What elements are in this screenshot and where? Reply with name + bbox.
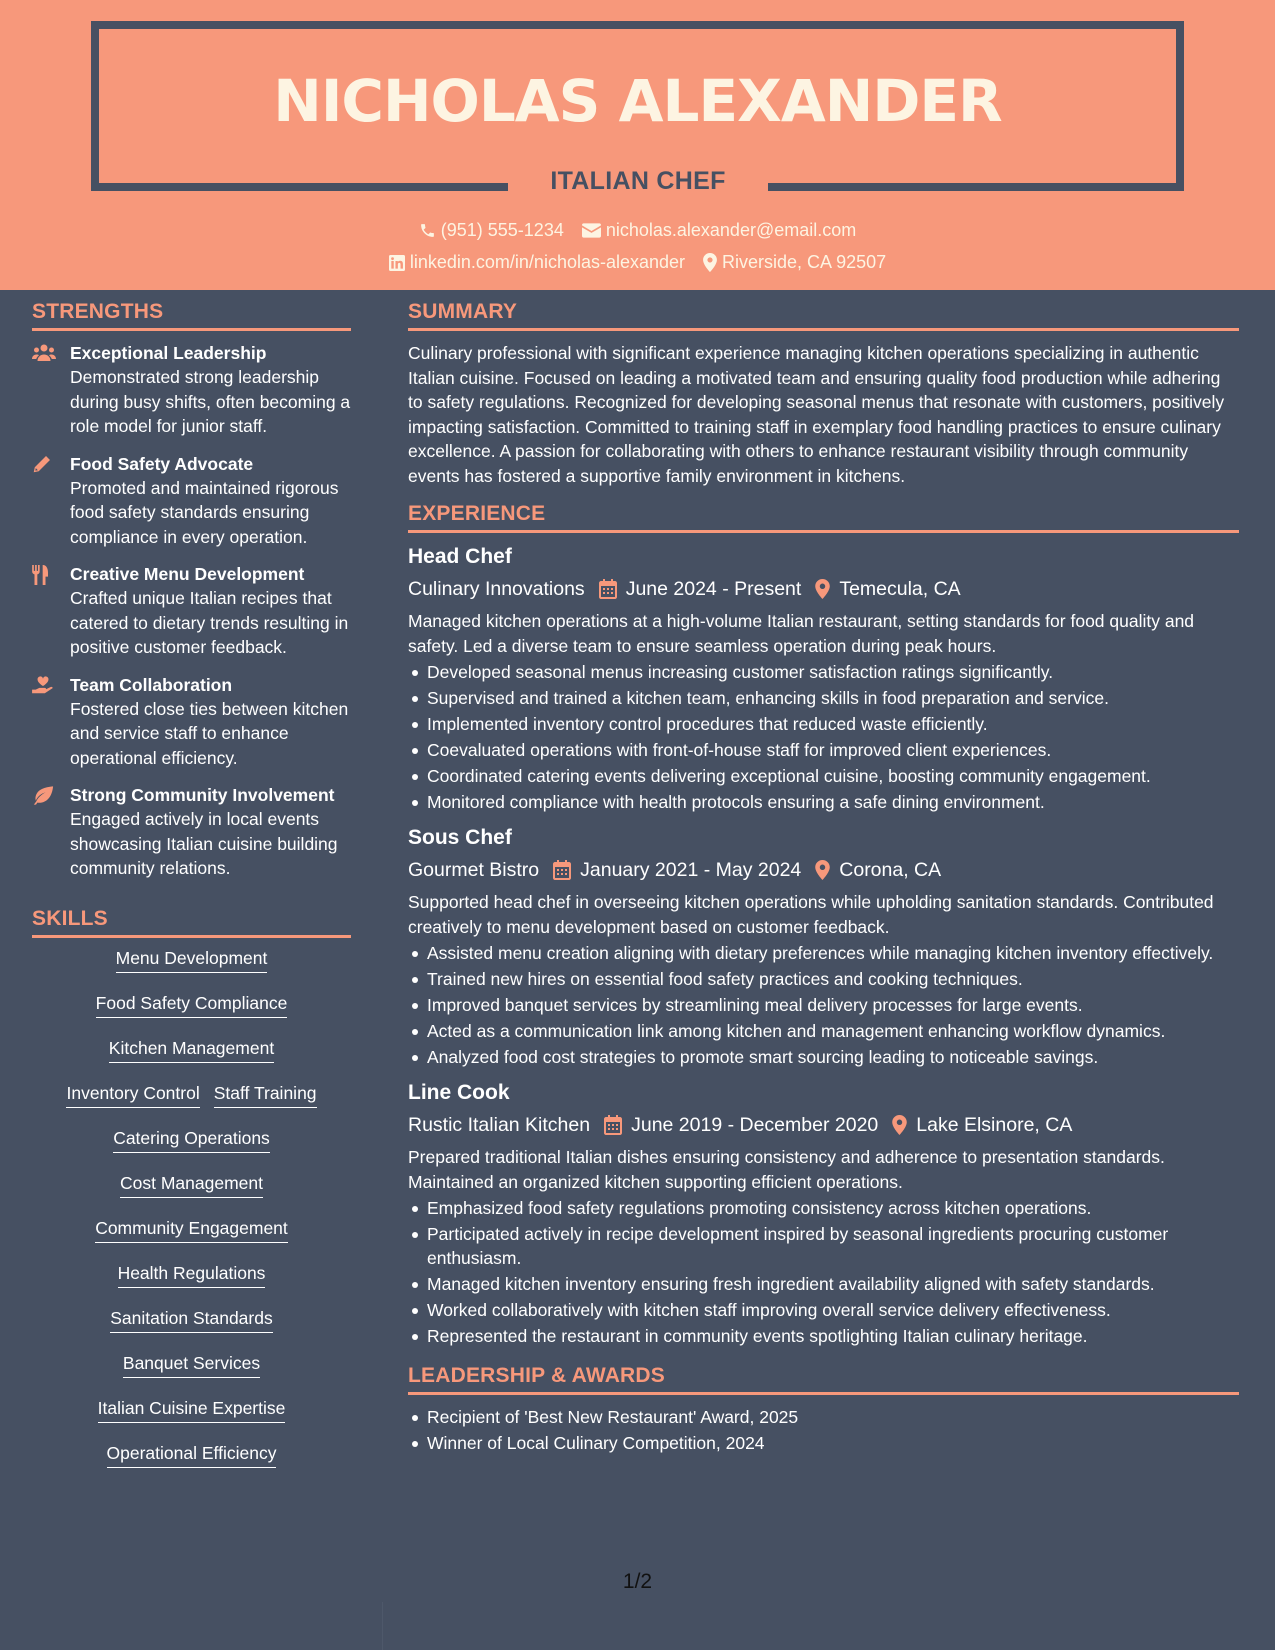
location-text: Riverside, CA 92507 [722,252,887,272]
bullet-item: Coevaluated operations with front-of-house staff for improved client experiences. [408,738,1239,762]
bullet-item: Represented the restaurant in community events spotlighting Italian culinary heritage. [408,1324,1239,1348]
strength-title: Exceptional Leadership [70,343,267,363]
bullet-item: Assisted menu creation aligning with dietary preferences while managing kitchen inventory effectively. [408,941,1239,965]
bullet-item: Analyzed food cost strategies to promote smart sourcing leading to noticeable savings. [408,1045,1239,1069]
column-divider [382,1602,383,1650]
linkedin-contact[interactable] [389,252,685,273]
job-entry [408,1079,1239,1348]
bullet-item: Managed kitchen inventory ensuring fresh ingredient availability aligned with safety standards. [408,1272,1239,1296]
skill-tag: Banquet Services [123,1353,260,1378]
hand-holding-heart-icon [32,676,54,696]
calendar-icon [604,1115,622,1135]
utensils-icon [32,565,49,585]
award-item: Recipient of 'Best New Restaurant' Award, 2025 [408,1405,1239,1429]
strength-desc: Crafted unique Italian recipes that catered to dietary trends resulting in positive customer feedback. [70,588,349,657]
strength-item [32,341,351,439]
strength-desc: Fostered close ties between kitchen and service staff to enhance operational efficiency. [70,698,349,768]
pencil-icon [32,455,51,474]
job-dates: June 2024 - Present [625,578,802,600]
map-marker-icon [815,860,830,880]
job-position: Head Chef [408,545,512,568]
strength-item [32,562,351,660]
bullet-item: Participated actively in recipe development inspired by seasonal ingredients procuring customer enthusiasm. [408,1222,1239,1270]
skill-tag: Kitchen Management [109,1038,274,1063]
job-company: Rustic Italian Kitchen [408,1114,591,1136]
job-description: Prepared traditional Italian dishes ensuring consistency and adherence to presentation standards. Maintained an organized kitchen supporting efficient operations. [408,1147,1165,1192]
strength-item [32,673,351,771]
phone-contact[interactable] [419,220,564,241]
bullet-item: Supervised and trained a kitchen team, enhancing skills in food preparation and service. [408,686,1239,710]
skill-tag: Health Regulations [118,1263,266,1288]
skill-tag: Inventory Control [66,1083,199,1108]
strength-title: Food Safety Advocate [70,453,254,474]
job-description: Supported head chef in overseeing kitchen operations while upholding sanitation standards. Contributed creatively to menu development based on customer feedback. [408,892,1214,937]
phone-text: (951) 555-1234 [440,220,564,240]
linkedin-icon [389,255,405,271]
strength-title: Creative Menu Development [70,564,305,584]
contact-row-1 [0,220,1275,241]
job-company: Gourmet Bistro [408,859,540,881]
strength-desc: Engaged actively in local events showcasing Italian cuisine building community relations. [70,809,338,878]
calendar-icon [599,579,617,599]
envelope-icon [582,223,601,238]
skill-tag: Catering Operations [113,1128,270,1153]
job-position: Line Cook [408,1081,510,1104]
skill-tag: Sanitation Standards [110,1308,272,1333]
map-marker-icon [892,1115,907,1135]
skill-tag: Food Safety Compliance [96,993,288,1018]
skill-tag: Menu Development [116,948,268,973]
strength-item [32,452,351,550]
contact-row-2 [0,252,1275,273]
calendar-icon [553,860,571,880]
leaf-icon [32,786,54,805]
job-entry [408,824,1239,1069]
bullet-item: Emphasized food safety regulations promoting consistency across kitchen operations. [408,1196,1239,1220]
awards-heading: LEADERSHIP & AWARDS [408,1364,1239,1395]
skill-tag: Cost Management [120,1173,263,1198]
job-bullets [408,941,1239,1069]
job-dates: June 2019 - December 2020 [631,1114,879,1136]
email-contact[interactable] [582,220,856,241]
email-text: nicholas.alexander@email.com [605,220,857,240]
strength-title: Team Collaboration [70,674,233,695]
skill-tag: Staff Training [214,1083,317,1108]
strength-desc: Promoted and maintained rigorous food safety standards ensuring compliance in every operation. [70,477,339,547]
job-position: Sous Chef [408,826,512,849]
strength-item [32,783,351,881]
location-contact [703,252,886,273]
resume-header [0,0,1275,290]
skills-list [32,948,351,1488]
bullet-item: Improved banquet services by streamlining meal delivery processes for large events. [408,993,1239,1017]
job-location: Lake Elsinore, CA [916,1114,1073,1136]
job-company: Culinary Innovations [408,578,585,600]
experience-heading: EXPERIENCE [408,502,1239,533]
job-meta [408,856,1239,884]
strength-desc: Demonstrated strong leadership during busy shifts, often becoming a role model for junior staff. [70,367,351,436]
job-meta [408,575,1239,603]
job-bullets [408,1196,1239,1348]
job-location: Corona, CA [839,859,942,881]
job-dates: January 2021 - May 2024 [580,859,802,881]
skill-tag: Italian Cuisine Expertise [98,1398,286,1423]
bullet-item: Coordinated catering events delivering exceptional cuisine, boosting community engagement. [408,764,1239,788]
job-location: Temecula, CA [839,578,961,600]
page-number: 1/2 [622,1570,653,1593]
awards-list [408,1405,1239,1455]
job-bullets [408,660,1239,814]
phone-icon [419,222,436,239]
summary-heading: SUMMARY [408,300,1239,331]
skill-tag: Operational Efficiency [107,1443,277,1468]
left-column [32,300,351,1488]
map-marker-icon [815,579,830,599]
job-title: ITALIAN CHEF [550,167,726,195]
strength-title: Strong Community Involvement [70,785,335,805]
skills-heading: SKILLS [32,907,351,938]
bullet-item: Developed seasonal menus increasing customer satisfaction ratings significantly. [408,660,1239,684]
bullet-item: Monitored compliance with health protocols ensuring a safe dining environment. [408,790,1239,814]
linkedin-text: linkedin.com/in/nicholas-alexander [409,252,686,272]
bullet-item: Implemented inventory control procedures that reduced waste efficiently. [408,712,1239,736]
summary-text: Culinary professional with significant experience managing kitchen operations specializing in authentic Italian cuisine. Focused on leading a motivated team and ensuring quality food production while adhering to safety regulations. Recognized for developing seasonal menus that resonate with customers, positively impacting satisfaction. Committed to training staff in exemplary food handling practices to ensure culinary excellence. A passion for collaborating with others to enhance restaurant visibility through community events has fostered a supportive family environment in kitchens. [408,343,1225,486]
job-description: Managed kitchen operations at a high-volume Italian restaurant, setting standards for food quality and safety. Led a diverse team to ensure seamless operation during peak hours. [408,611,1195,656]
users-icon [32,344,56,362]
bullet-item: Acted as a communication link among kitchen and management enhancing workflow dynamics. [408,1019,1239,1043]
candidate-name: NICHOLAS ALEXANDER [273,67,1002,135]
right-column [408,300,1239,1455]
award-item: Winner of Local Culinary Competition, 2024 [408,1431,1239,1455]
skill-tag: Community Engagement [95,1218,288,1243]
bullet-item: Trained new hires on essential food safety practices and cooking techniques. [408,967,1239,991]
job-entry [408,543,1239,814]
bullet-item: Worked collaboratively with kitchen staff improving overall service delivery effectiveness. [408,1298,1239,1322]
strengths-heading: STRENGTHS [32,300,351,331]
map-marker-icon [703,253,717,272]
job-meta [408,1111,1239,1139]
